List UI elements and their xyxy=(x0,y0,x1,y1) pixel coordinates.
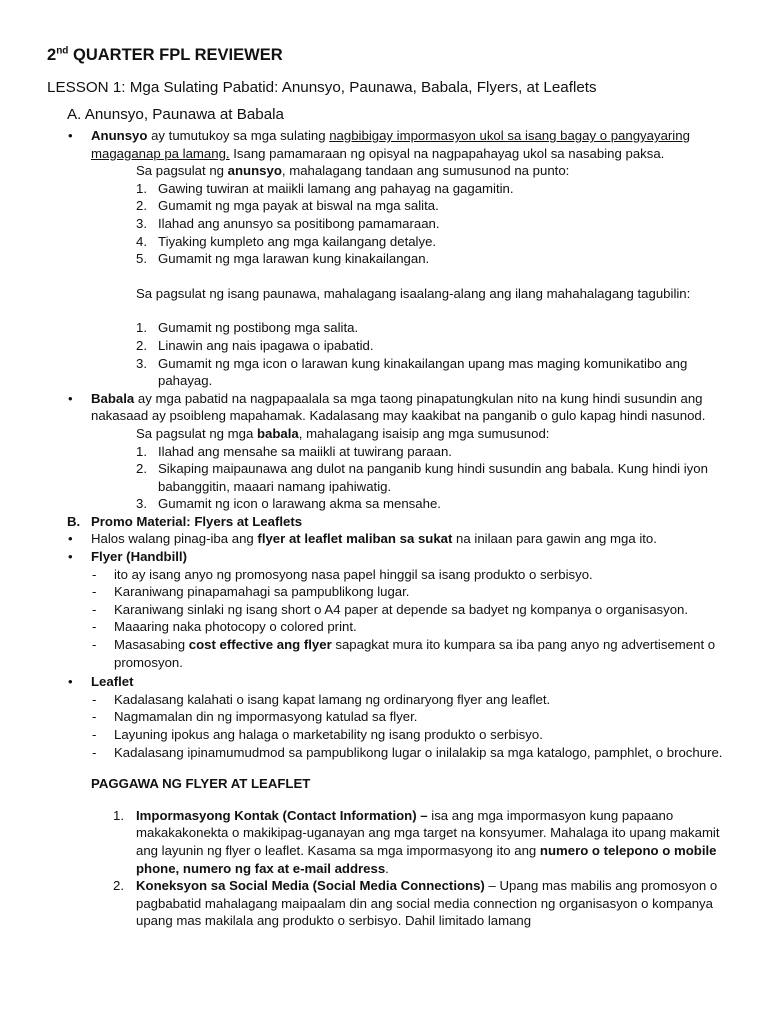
flyer-last-bold: cost effective ang flyer xyxy=(188,637,332,653)
list-item: 4. Tiyaking kumpleto ang mga kailangang detalye. xyxy=(136,233,437,249)
list-item: 2. Gumamit ng mga payak at biswal na mga salita. xyxy=(136,198,439,214)
document-title xyxy=(47,44,768,66)
section-a-heading: A. Anunsyo, Paunawa at Babala xyxy=(67,106,284,123)
babala-bullet xyxy=(0,390,768,425)
paggawa-item1-text: isa ang mga impormasyon kung papaano makakakonekta o makikipag-uganayan ang mga target na konsyumer. Mahalaga ito upang makamit ang layunin ng flyer o leaflet. Kasama sa mga impormasyong ito ang xyxy=(136,807,720,858)
babala-intro-bold: babala xyxy=(256,425,299,441)
halos-post: na inilaan para gawin ang mga ito. xyxy=(452,531,657,547)
bullet-icon: • xyxy=(68,549,73,565)
anunsyo-definition xyxy=(91,127,724,162)
leaflet-bullet xyxy=(0,673,768,691)
list-item-text: Maaaring naka photocopy o colored print. xyxy=(114,619,357,635)
paggawa-heading: PAGGAWA NG FLYER AT LEAFLET xyxy=(91,776,311,792)
list-item: - Nagmamalan din ng impormasyong katulad sa flyer. xyxy=(92,709,418,725)
section-b-heading xyxy=(67,513,768,531)
anunsyo-intro xyxy=(136,162,724,180)
babala-intro xyxy=(136,425,724,443)
babala-text: ay mga pabatid na nagpapaalala sa mga taong pinapatungkulan nito na kung hindi susundin ang nakasaad ay psoibleng mapahamak. Kadalasang may kaakibat na panganib o gulo kapag hindi nasunod. xyxy=(91,390,706,424)
list-item: - Maaaring naka photocopy o colored print. xyxy=(92,619,357,635)
list-item-text: Linawin ang nais ipagawa o ipabatid. xyxy=(158,337,374,353)
list-item-text: Sikaping maipaunawa ang dulot na panganib kung hindi susundin ang babala. Kung hindi iyon babanggitin, maaari namang ipahiwatig. xyxy=(158,461,708,494)
paggawa-item1-bold2: numero o telepono o mobile phone, numero ng fax at e-mail address xyxy=(136,842,717,876)
babala-intro-pre: Sa pagsulat ng mga xyxy=(136,425,257,441)
list-item-text: Kadalasang ipinamumudmod sa pampublikong lugar o inilalakip sa mga katalogo, pamphlet, o brochure. xyxy=(114,744,723,760)
leaflet-heading: Leaflet xyxy=(91,674,134,690)
bullet-icon: • xyxy=(68,128,73,143)
halos-pre: Halos walang pinag-iba ang xyxy=(91,531,258,547)
paggawa-item1-bold: Impormasyong Kontak (Contact Information) – xyxy=(136,807,428,823)
list-item: - Karaniwang sinlaki ng isang short o A4 paper at depende sa badyet ng kompanya o organisasyon. xyxy=(92,601,689,617)
anunsyo-intro-bold: anunsyo xyxy=(227,163,282,179)
title-rest: QUARTER FPL REVIEWER xyxy=(68,46,283,64)
anunsyo-underlined: nagbibigay impormasyon ukol sa isang bagay o pangyayaring magaganap pa lamang. xyxy=(91,128,690,161)
list-item: - Layuning ipokus ang halaga o marketability ng isang produkto o serbisyo. xyxy=(92,727,543,742)
halos-bold: flyer at leaflet maliban sa sukat xyxy=(257,531,453,547)
anunsyo-intro-pre: Sa pagsulat ng xyxy=(136,163,228,179)
list-item-text: Nagmamalan din ng impormasyong katulad sa flyer. xyxy=(114,709,418,725)
list-item: - Kadalasang kalahati o isang kapat lamang ng ordinaryong flyer ang leaflet. xyxy=(92,691,551,707)
leaflet-items xyxy=(0,691,768,761)
anunsyo-term: Anunsyo xyxy=(91,128,148,143)
lesson-heading: LESSON 1: Mga Sulating Pabatid: Anunsyo, Paunawa, Babala, Flyers, at Leaflets xyxy=(47,79,597,96)
flyer-last-pre: Masasabing xyxy=(114,637,189,653)
list-item: 1. Ilahad ang mensahe sa maiikli at tuwirang paraan. xyxy=(136,443,452,459)
babala-points xyxy=(0,443,768,513)
list-item: 3. Ilahad ang anunsyo sa positibong pamamaraan. xyxy=(136,215,440,231)
list-item: 2. Koneksyon sa Social Media (Social Media Connections) – Upang mas mabilis ang promosyon o pagbabatid mahalagang maipaalam din ang social media connection ng organisasyon o kompanya upang mas makilala ang produkto o serbisyo. Dahil limitado lamang xyxy=(113,878,718,929)
list-item: 2. Sikaping maipaunawa ang dulot na panganib kung hindi susundin ang babala. Kung hindi iyon babanggitin, maaari namang ipahiwatig. xyxy=(136,461,708,494)
list-item-text: Gumamit ng mga payak at biswal na mga salita. xyxy=(158,198,439,214)
flyer-heading: Flyer (Handbill) xyxy=(91,549,187,565)
babala-term: Babala xyxy=(91,390,135,406)
list-item: - Karaniwang pinapamahagi sa pampublikong lugar. xyxy=(92,584,410,600)
paggawa-items xyxy=(0,807,768,930)
anunsyo-intro-post: , mahalagang tandaan ang sumusunod na punto: xyxy=(281,163,570,179)
list-item-text: Karaniwang pinapamahagi sa pampublikong lugar. xyxy=(114,584,410,600)
list-item: 3. Gumamit ng mga icon o larawan kung kinakailangan upang mas maging komunikatibo ang pahayag. xyxy=(136,355,688,389)
list-item-text: Gumamit ng mga icon o larawan kung kinakailangan upang mas maging komunikatibo ang pahayag. xyxy=(158,355,688,389)
anunsyo-bullet xyxy=(0,127,768,162)
flyer-last-post: sapagkat mura ito kumpara sa iba pang anyo ng advertisement o promosyon. xyxy=(114,637,716,670)
anunsyo-text-2: Isang pamamaraan ng opisyal na nagpapahayag ukol sa nasabing paksa. xyxy=(229,145,665,161)
bullet-icon: • xyxy=(68,390,73,406)
bullet-icon: • xyxy=(68,674,73,690)
list-item: 2. Linawin ang nais ipagawa o ipabatid. xyxy=(136,337,374,353)
list-item: 1. Gawing tuwiran at maiikli lamang ang pahayag na gagamitin. xyxy=(136,180,514,196)
list-item-text: Gumamit ng postibong mga salita. xyxy=(158,320,359,336)
list-item-text: Kadalasang kalahati o isang kapat lamang ng ordinaryong flyer ang leaflet. xyxy=(114,691,551,707)
list-item-text: Ilahad ang anunsyo sa positibong pamamaraan. xyxy=(158,215,440,231)
title-superscript: nd xyxy=(56,45,69,57)
flyer-bullet xyxy=(0,548,768,566)
list-item-text: Gumamit ng icon o larawang akma sa mensahe. xyxy=(158,496,441,512)
list-item-text: Layuning ipokus ang halaga o marketability ng isang produkto o serbisyo. xyxy=(114,727,543,742)
list-item: - ito ay isang anyo ng promosyong nasa papel hinggil sa isang produkto o serbisyo. xyxy=(92,566,593,582)
list-item-text: Gawing tuwiran at maiikli lamang ang pahayag na gagamitin. xyxy=(158,180,514,196)
list-item: - Masasabing cost effective ang flyer sapagkat mura ito kumpara sa iba pang anyo ng advertisement o promosyon. xyxy=(92,637,716,670)
babala-definition xyxy=(91,390,724,425)
anunsyo-points xyxy=(0,180,768,268)
list-item-text: ito ay isang anyo ng promosyong nasa papel hinggil sa isang produkto o serbisyo. xyxy=(114,566,593,582)
flyer-items xyxy=(0,566,768,672)
babala-intro-post: , mahalagang isaisip ang mga sumusunod: xyxy=(298,425,550,441)
halos-text xyxy=(91,530,724,548)
list-item: 3. Gumamit ng icon o larawang akma sa mensahe. xyxy=(136,496,441,512)
anunsyo-text-1: ay tumutukoy sa mga sulating xyxy=(147,128,330,143)
list-item: - Kadalasang ipinamumudmod sa pampublikong lugar o inilalakip sa mga katalogo, pamphlet, o brochure. xyxy=(92,744,723,760)
list-item-text: Karaniwang sinlaki ng isang short o A4 paper at depende sa badyet ng kompanya o organisasyon. xyxy=(114,601,689,617)
list-item-text: Gumamit ng mga larawan kung kinakailangan. xyxy=(158,251,430,267)
paggawa-item2-bold: Koneksyon sa Social Media (Social Media Connections) xyxy=(136,878,485,894)
list-item-text: Ilahad ang mensahe sa maiikli at tuwirang paraan. xyxy=(158,443,452,459)
list-item-text: Tiyaking kumpleto ang mga kailangang detalye. xyxy=(158,233,437,249)
paunawa-intro: Sa pagsulat ng isang paunawa, mahalagang isaalang-alang ang ilang mahahalagang tagubilin: xyxy=(136,285,691,301)
list-item: 1. Gumamit ng postibong mga salita. xyxy=(136,320,359,336)
paggawa-item1-end: . xyxy=(385,860,389,876)
halos-bullet xyxy=(0,530,768,548)
section-b-letter: B. xyxy=(67,513,81,529)
paunawa-points xyxy=(0,319,768,389)
list-item: 5. Gumamit ng mga larawan kung kinakailangan. xyxy=(136,251,430,267)
paggawa-item2-text: – Upang mas mabilis ang promosyon o pagbabatid mahalagang maipaalam din ang social media connection ng organisasyon o kompanya upang mas makilala ang produkto o serbisyo. Dahil limitado lamang xyxy=(136,878,718,929)
list-item: 1. Impormasyong Kontak (Contact Information) – isa ang mga impormasyon kung papaano makakakonekta o makikipag-uganayan ang mga target na konsyumer. Mahalaga ito upang makamit ang layunin ng flyer o leaflet. Kasama sa mga impormasyong ito ang numero o telepono o mobile phone, numero ng fax at e-mail address. xyxy=(113,807,720,876)
section-b-label: Promo Material: Flyers at Leaflets xyxy=(91,513,303,529)
bullet-icon: • xyxy=(68,531,73,547)
title-prefix: 2 xyxy=(47,46,57,64)
